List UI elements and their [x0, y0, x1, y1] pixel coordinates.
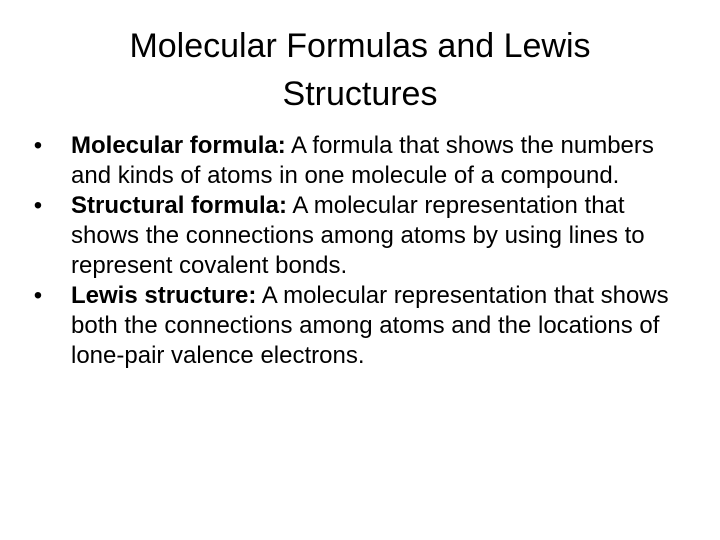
bullet-icon: • [33, 132, 43, 159]
bullet-icon: • [33, 192, 43, 219]
bullet-item-structural-formula [28, 191, 688, 281]
bullet-definition: A molecular representation that shows both the connections among atoms and the locations of lone-pair valence electrons. [71, 282, 669, 369]
bullet-term: Lewis structure: [71, 282, 257, 309]
bullet-list [28, 131, 688, 371]
bullet-definition: A formula that shows the numbers and kinds of atoms in one molecule of a compound. [71, 132, 654, 189]
bullet-item-molecular-formula [28, 131, 688, 191]
slide-title: Molecular Formulas and Lewis Structures [129, 27, 591, 113]
bullet-item-lewis-structure [28, 281, 688, 371]
bullet-icon: • [33, 282, 43, 309]
bullet-term: Molecular formula: [71, 132, 286, 159]
bullet-term: Structural formula: [71, 192, 288, 219]
bullet-definition: A molecular representation that shows the connections among atoms by using lines to represent covalent bonds. [71, 192, 645, 279]
